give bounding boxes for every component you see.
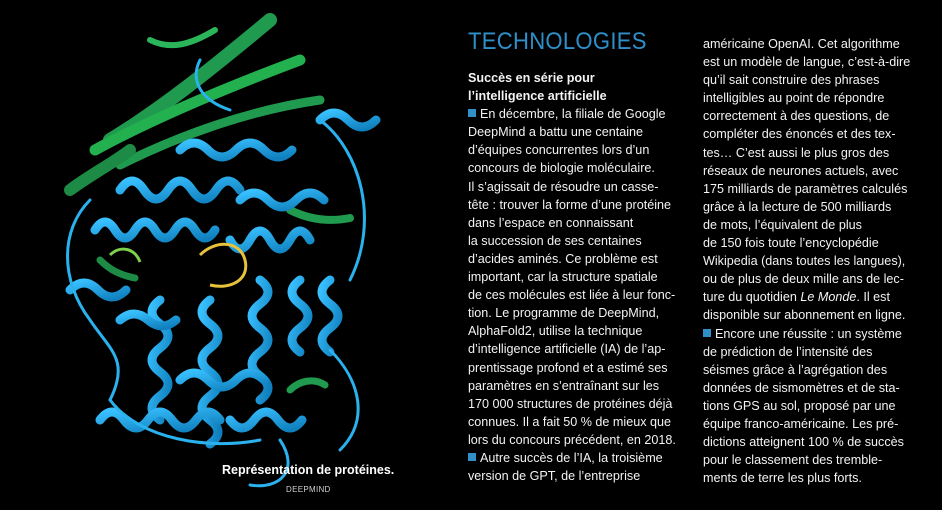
- article-line: d’équipes concurrentes lors d’un: [468, 143, 650, 158]
- article-line: réseaux de neurones actuels, avec: [703, 163, 899, 178]
- article-line: d’acides aminés. Ce problème est: [468, 251, 658, 266]
- article-line: Il s’agissait de résoudre un casse-: [468, 179, 659, 194]
- article-line: dans l’espace en connaissant: [468, 215, 634, 230]
- article-line: prentissage profond et a estimé ses: [468, 360, 668, 375]
- article-line: paramètres en s’entraînant sur les: [468, 378, 660, 393]
- article-line: tion. Le programme de DeepMind,: [468, 306, 660, 321]
- article-line: Wikipedia (dans toutes les langues),: [703, 254, 906, 269]
- article-line: séismes grâce à l’agrégation des: [703, 362, 888, 377]
- article-line: américaine OpenAI. Cet algorithme: [703, 37, 900, 51]
- article-line: ou de plus de deux mille ans de lec-: [703, 272, 904, 287]
- square-bullet-icon: [468, 453, 476, 461]
- article-line: correctement à des questions, de: [703, 109, 890, 124]
- article-line: tions GPS au sol, proposé par une: [703, 398, 896, 413]
- article-line: DeepMind a battu une centaine: [468, 125, 644, 140]
- article-line: de 150 fois toute l’encyclopédie: [703, 236, 879, 251]
- article-line: 175 milliards de paramètres calculés: [703, 181, 908, 196]
- square-bullet-icon: [468, 109, 476, 117]
- article-line: En décembre, la filiale de Google: [468, 105, 690, 123]
- article-line: de prédiction de l’intensité des: [703, 344, 873, 359]
- article-line: version de GPT, de l’entreprise: [468, 469, 641, 484]
- article-line: disponible sur abonnement en ligne.: [703, 308, 906, 323]
- protein-figure: [0, 0, 455, 510]
- article-line: ture du quotidien Le Monde. Il est: [703, 290, 890, 305]
- article-line: 170 000 structures de protéines déjà: [468, 396, 673, 411]
- article-headline-line-2: l’intelligence artificielle: [468, 89, 607, 104]
- article-line: est un modèle de langue, c’est-à-dire: [703, 55, 911, 70]
- section-title: TECHNOLOGIES: [468, 28, 647, 55]
- protein-structure-image: [0, 0, 455, 510]
- article-line: de ces molécules est liée à leur fonc-: [468, 288, 676, 303]
- square-bullet-icon: [703, 329, 711, 337]
- article-line: tes… C’est aussi le plus gros des: [703, 145, 890, 160]
- article-line: la succession de ses centaines: [468, 233, 642, 248]
- article-line: lors du concours précédent, en 2018.: [468, 432, 676, 447]
- article-line: tête : trouver la forme d’une protéine: [468, 197, 672, 212]
- article-line: ments de terre les plus forts.: [703, 471, 862, 486]
- article-line: équipe franco-américaine. Les pré-: [703, 416, 899, 431]
- article-line: connues. Il a fait 50 % de mieux que: [468, 414, 672, 429]
- article-line: d’intelligence artificielle (IA) de l’ap-: [468, 342, 666, 357]
- article-line: AlphaFold2, utilise la technique: [468, 324, 643, 339]
- article-column-1: [468, 69, 690, 485]
- article-line: données de sismomètres et de sta-: [703, 380, 900, 395]
- figure-caption: Représentation de protéines.: [222, 463, 395, 477]
- article-line: concours de biologie moléculaire.: [468, 161, 655, 176]
- article-line: Autre succès de l’IA, la troisième: [468, 449, 690, 467]
- article-line: de mots, l’équivalent de plus: [703, 217, 862, 232]
- article-line: important, car la structure spatiale: [468, 270, 658, 285]
- article-headline-line-1: Succès en série pour: [468, 71, 595, 85]
- article-line: Encore une réussite : un système: [703, 325, 925, 343]
- figure-credit: DEEPMIND: [286, 485, 331, 494]
- article-column-2: [703, 35, 925, 487]
- article-line: intelligibles au point de répondre: [703, 91, 885, 106]
- article-line: pour le classement des tremble-: [703, 453, 883, 468]
- article-line: qu’il sait construire des phrases: [703, 73, 880, 88]
- article-line: compléter des énoncés et des tex-: [703, 127, 896, 142]
- article-line: dictions atteignent 100 % de succès: [703, 435, 904, 450]
- newspaper-title: Le Monde: [800, 290, 857, 305]
- article-line: grâce à la lecture de 500 milliards: [703, 199, 892, 214]
